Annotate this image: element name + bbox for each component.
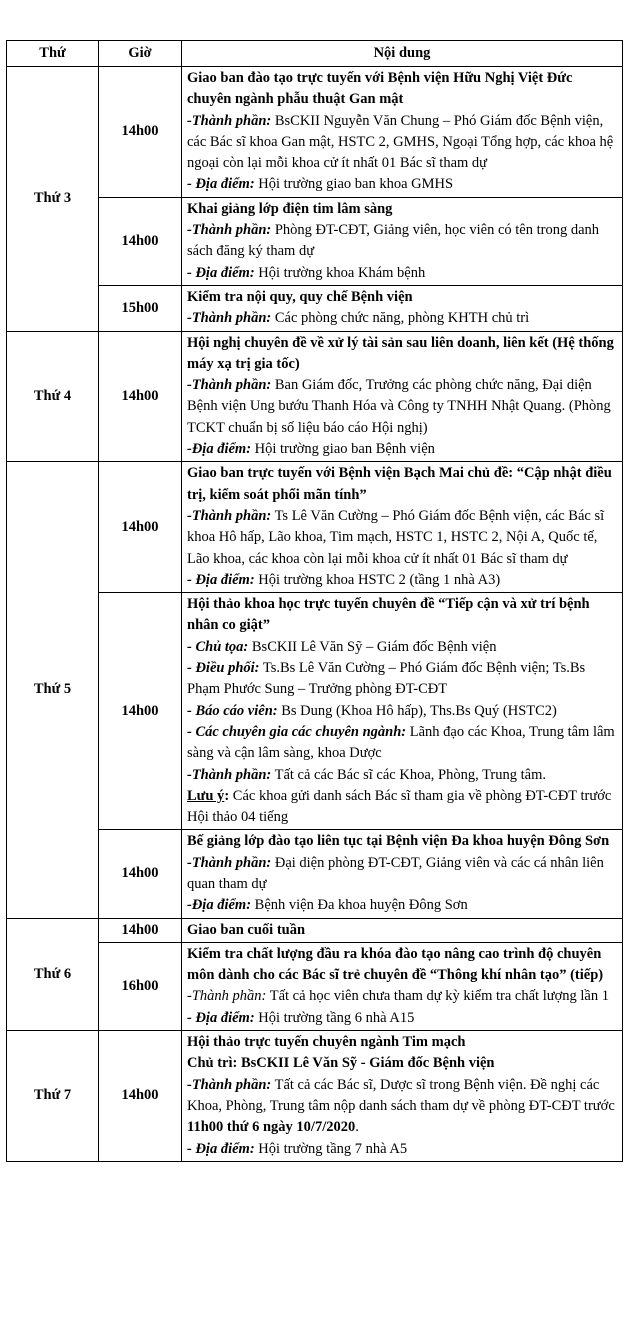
- detail-text: Ban Giám đốc, Trưởng các phòng chức năng, Đại diện Bệnh viện Ung bướu Thanh Hóa và Công ty TNHH Nhật Quang. (Phòng TCKT chuẩn bị số liệu báo cáo Hội nghị): [187, 377, 611, 436]
- schedule-table: [6, 40, 623, 1162]
- event-row: [7, 1031, 623, 1162]
- detail-text: Hội trường tầng 6 nhà A15: [254, 1009, 415, 1026]
- detail-text: Tất cả học viên chưa tham dự kỳ kiểm tra chất lượng lần 1: [266, 988, 609, 1005]
- header-row: [7, 41, 623, 67]
- time-cell: 15h00: [99, 285, 182, 331]
- detail-text: BsCKII Lê Văn Sỹ – Giám đốc Bệnh viện: [248, 638, 497, 655]
- time-cell: 14h00: [99, 197, 182, 285]
- detail-label: -Địa điểm:: [187, 441, 252, 458]
- event-detail-line: [187, 701, 618, 722]
- header-content: Nội dung: [182, 41, 623, 67]
- event-detail-line: [187, 174, 618, 195]
- event-detail-line: [187, 375, 618, 439]
- detail-label: -Thành phần:: [187, 377, 272, 394]
- detail-text: Các phòng chức năng, phòng KHTH chủ trì: [271, 310, 530, 327]
- event-detail-line: [187, 263, 618, 284]
- detail-label: - Điều phối:: [187, 660, 260, 677]
- detail-label: - Chủ tọa:: [187, 638, 249, 655]
- detail-text: Bs Dung (Khoa Hô hấp), Ths.Bs Quý (HSTC2): [277, 702, 557, 719]
- detail-label: -Thành phần:: [187, 854, 272, 871]
- day-cell: Thứ 4: [7, 331, 99, 462]
- schedule-body: [7, 67, 623, 1162]
- time-cell: 14h00: [99, 918, 182, 942]
- detail-text: BsCKII Nguyễn Văn Chung – Phó Giám đốc Bệnh viện, các Bác sĩ khoa Gan mật, HSTC 2, GMHS, Ngoại Tổng hợp, các khoa hệ ngoại còn lại mỗi khoa cử ít nhất 01 Bác sĩ tham dự: [187, 112, 614, 172]
- detail-label: -Thành phần:: [187, 112, 272, 129]
- event-row: [7, 830, 623, 918]
- event-detail-line: [187, 111, 618, 175]
- time-cell: 14h00: [99, 67, 182, 198]
- detail-label: - Địa điểm:: [187, 264, 255, 281]
- event-detail-line: [187, 220, 618, 263]
- event-row: [7, 462, 623, 593]
- content-cell: [182, 67, 623, 198]
- header-day: Thứ: [7, 41, 99, 67]
- content-cell: [182, 197, 623, 285]
- event-row: [7, 285, 623, 331]
- day-cell: Thứ 6: [7, 918, 99, 1030]
- event-row: [7, 197, 623, 285]
- detail-text: Tất cả các Bác sĩ, Dược sĩ trong Bệnh viện. Đề nghị các Khoa, Phòng, Trung tâm nộp danh sách tham dự về phòng ĐT-CĐT trước: [187, 1076, 615, 1114]
- time-cell: 14h00: [99, 462, 182, 593]
- event-title: Giao ban trực tuyến với Bệnh viện Bạch Mai chủ đề: “Cập nhật điều trị, kiểm soát phổi mãn tính”: [187, 465, 612, 503]
- event-row: [7, 67, 623, 198]
- detail-label: -Thành phần:: [187, 1076, 272, 1093]
- detail-label: - Báo cáo viên:: [187, 702, 278, 719]
- note-label: Lưu ý: [187, 787, 225, 804]
- detail-tail: .: [355, 1119, 359, 1136]
- detail-text: Ts Lê Văn Cường – Phó Giám đốc Bệnh viện, các Bác sĩ khoa Hô hấp, Lão khoa, Tim mạch, HSTC 1, HSTC 2, Nội A, Quốc tế, Lão khoa, các khoa còn lại mỗi khoa cử ít nhất 01 Bác sĩ tham dự: [187, 507, 605, 567]
- day-cell: Thứ 5: [7, 462, 99, 918]
- content-cell: [182, 331, 623, 462]
- detail-text: Hội trường khoa Khám bệnh: [254, 264, 426, 281]
- event-chair: Chủ trì: BsCKII Lê Văn Sỹ - Giám đốc Bệnh viện: [187, 1055, 495, 1072]
- event-detail-line: [187, 895, 618, 916]
- detail-text: Các khoa gửi danh sách Bác sĩ tham gia về phòng ĐT-CĐT trước Hội thảo 04 tiếng: [187, 787, 612, 826]
- event-title: Giao ban cuối tuần: [187, 921, 306, 938]
- event-detail-line: [187, 722, 618, 765]
- content-cell: [182, 942, 623, 1030]
- detail-label: -Địa điểm:: [187, 897, 252, 914]
- detail-text: Hội trường giao ban Bệnh viện: [251, 441, 435, 458]
- event-detail-line: [187, 1139, 618, 1160]
- content-cell: [182, 462, 623, 593]
- day-cell: Thứ 7: [7, 1031, 99, 1162]
- detail-text: Hội trường giao ban khoa GMHS: [254, 176, 454, 193]
- header-time: Giờ: [99, 41, 182, 67]
- event-detail-line: [187, 570, 618, 591]
- detail-label: - Địa điểm:: [187, 571, 255, 588]
- content-cell: [182, 285, 623, 331]
- event-detail-line: [187, 765, 618, 786]
- detail-label: - Địa điểm:: [187, 1140, 255, 1157]
- event-detail-line: [187, 986, 618, 1007]
- content-cell: [182, 1031, 623, 1162]
- detail-text: Ts.Bs Lê Văn Cường – Phó Giám đốc Bệnh viện; Ts.Bs Phạm Phước Sung – Trưởng phòng ĐT-CĐT: [187, 660, 586, 698]
- event-detail-line: [187, 637, 618, 658]
- content-cell: [182, 830, 623, 918]
- time-cell: 14h00: [99, 830, 182, 918]
- time-cell: 14h00: [99, 331, 182, 462]
- detail-text: Đại diện phòng ĐT-CĐT, Giảng viên và các cá nhân liên quan tham dự: [187, 854, 604, 892]
- detail-label: -Thành phần:: [187, 507, 272, 524]
- content-cell: [182, 593, 623, 830]
- detail-text: Tất cả các Bác sĩ các Khoa, Phòng, Trung tâm.: [271, 766, 546, 783]
- detail-label: -Thành phần:: [187, 222, 272, 239]
- time-cell: 14h00: [99, 1031, 182, 1162]
- event-row: [7, 918, 623, 942]
- detail-label: - Địa điểm:: [187, 176, 255, 193]
- detail-label: - Địa điểm:: [187, 1009, 255, 1026]
- event-detail-line: [187, 439, 618, 460]
- event-title: Kiểm tra chất lượng đầu ra khóa đào tạo nâng cao trình độ chuyên môn dành cho các Bác sĩ trẻ chuyên đề “Thông khí nhân tạo” (tiếp): [187, 945, 604, 984]
- event-detail-line: [187, 1075, 618, 1139]
- time-cell: 16h00: [99, 942, 182, 1030]
- event-row: [7, 942, 623, 1030]
- event-detail-line: [187, 506, 618, 570]
- event-row: [7, 331, 623, 462]
- event-title: Khai giảng lớp điện tim lâm sàng: [187, 200, 393, 217]
- event-detail-line: [187, 786, 618, 829]
- event-detail-line: [187, 853, 618, 896]
- detail-text: Hội trường khoa HSTC 2 (tầng 1 nhà A3): [254, 571, 501, 588]
- time-cell: 14h00: [99, 593, 182, 830]
- detail-label: -Thành phần:: [187, 310, 272, 327]
- event-title: Hội thảo trực tuyến chuyên ngành Tim mạch: [187, 1034, 466, 1051]
- event-detail-line: [187, 308, 618, 329]
- detail-text: Phòng ĐT-CĐT, Giảng viên, học viên có tên trong danh sách đăng ký tham dự: [187, 222, 600, 260]
- event-title: Hội thảo khoa học trực tuyến chuyên đề “Tiếp cận và xử trí bệnh nhân co giật”: [187, 596, 590, 634]
- event-row: [7, 593, 623, 830]
- event-title: Giao ban đào tạo trực tuyến với Bệnh viện Hữu Nghị Việt Đức chuyên ngành phẫu thuật Gan mật: [187, 70, 573, 108]
- event-title: Bế giảng lớp đào tạo liên tục tại Bệnh viện Đa khoa huyện Đông Sơn: [187, 833, 610, 850]
- detail-label: -Thành phần:: [187, 988, 267, 1005]
- content-cell: [182, 918, 623, 942]
- detail-text: Bệnh viện Đa khoa huyện Đông Sơn: [251, 897, 468, 914]
- event-title: Kiểm tra nội quy, quy chế Bệnh viện: [187, 288, 413, 305]
- detail-text: Lãnh đạo các Khoa, Trung tâm lâm sàng và cận lâm sàng, khoa Dược: [187, 723, 615, 762]
- event-detail-line: [187, 658, 618, 701]
- detail-label: -Thành phần:: [187, 766, 272, 783]
- day-cell: Thứ 3: [7, 67, 99, 332]
- detail-label: - Các chuyên gia các chuyên ngành:: [187, 723, 407, 740]
- note-colon: :: [224, 787, 230, 804]
- detail-deadline: 11h00 thứ 6 ngày 10/7/2020: [187, 1119, 356, 1136]
- event-detail-line: [187, 1008, 618, 1029]
- event-title: Hội nghị chuyên đề về xử lý tài sản sau liên doanh, liên kết (Hệ thống máy xạ trị gia tốc): [187, 334, 614, 372]
- detail-text: Hội trường tầng 7 nhà A5: [254, 1140, 408, 1157]
